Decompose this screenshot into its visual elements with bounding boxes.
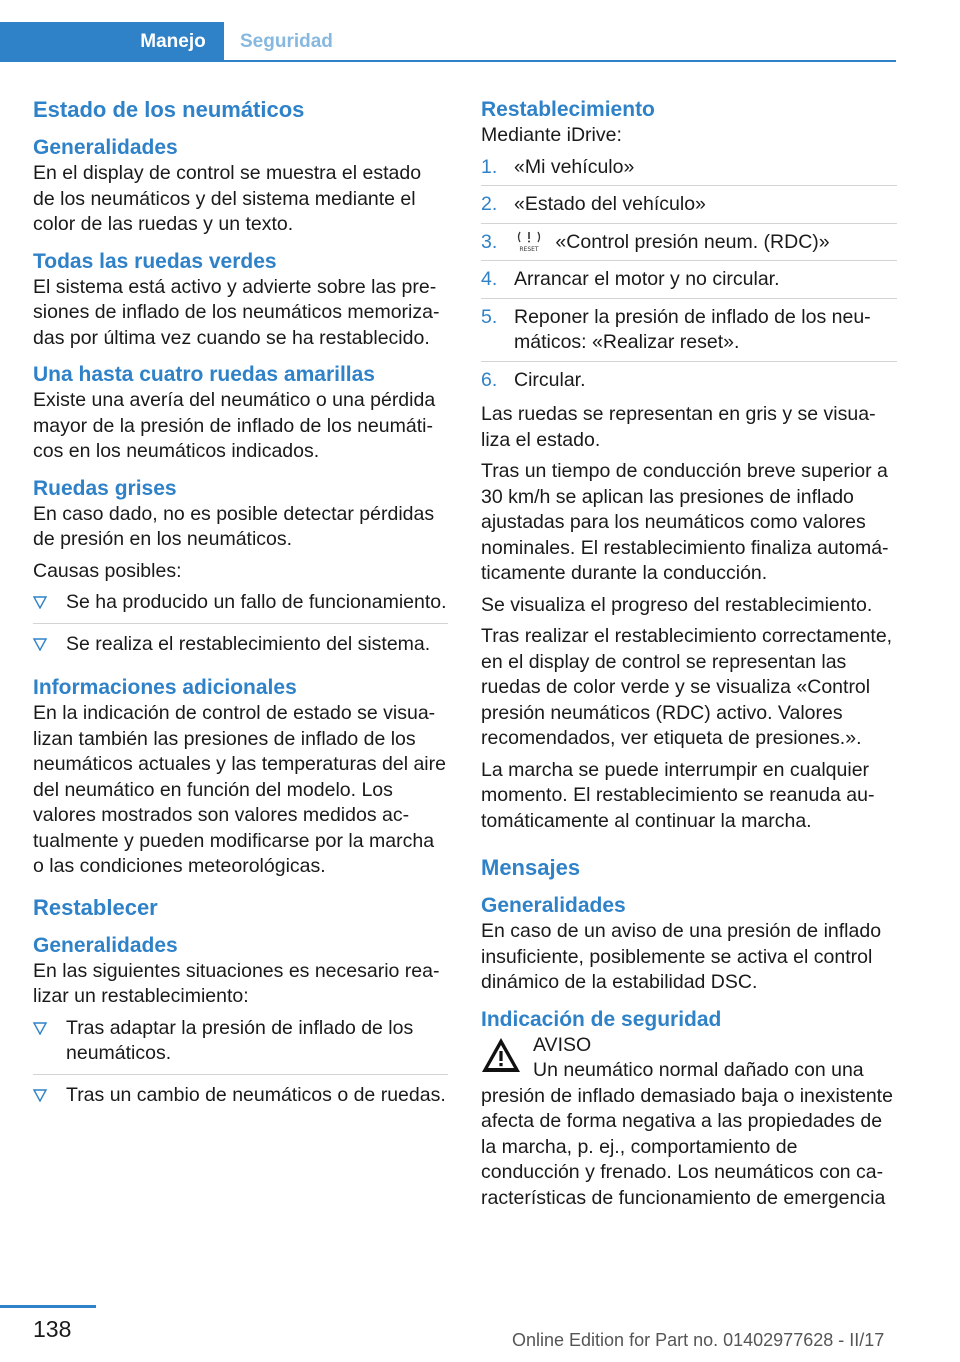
list-item bbox=[481, 230, 897, 262]
heading-ruedas-grises: Ruedas grises bbox=[33, 476, 177, 500]
paragraph-ruedas-amarillas: Existe una avería del neumático o una pérdida mayor de la presión de inflado de los neumáticos en los neumáticos indicados. bbox=[33, 389, 436, 462]
paragraph-generalidades: En el display de control se muestra el estado de los neumáticos y del sistema mediante el color de las ruedas y un texto. bbox=[33, 162, 422, 235]
tire-pressure-reset-icon bbox=[514, 230, 544, 252]
step-number: 3. bbox=[481, 230, 498, 253]
paragraph-tiempo: Tras un tiempo de conducción breve superior a 30 km/h se aplican las presiones de inflado ajustadas para los neumáticos como valores nominales. El restablecimiento finaliza automáticamente durante la conducción. bbox=[481, 460, 889, 584]
right-column bbox=[481, 96, 897, 1217]
restablecer-list bbox=[33, 1016, 448, 1116]
list-item bbox=[481, 305, 897, 362]
paragraph-gris: Las ruedas se representan en gris y se visualiza el estado. bbox=[481, 403, 876, 451]
step-text: «Mi vehículo» bbox=[514, 155, 635, 178]
warning-label: AVISO bbox=[533, 1033, 592, 1056]
edition-note: Online Edition for Part no. 01402977628 - II/17 bbox=[512, 1330, 885, 1350]
step-text: «Control presión neum. (RDC)» bbox=[555, 230, 830, 253]
list-item bbox=[33, 632, 448, 665]
page-header bbox=[0, 0, 960, 62]
bullet-triangle-icon bbox=[33, 1022, 47, 1035]
step-number: 4. bbox=[481, 268, 498, 290]
warning-text: presión de inflado demasiado baja o inexistente afecta de forma negativa a las propiedades de la marcha, p. ej., comportamiento de conducción y frenado. Los neumáticos con características de funcionamiento de emergencia bbox=[481, 1084, 893, 1209]
heading-ruedas-amarillas: Una hasta cuatro ruedas amarillas bbox=[33, 363, 375, 386]
section-title-mensajes: Mensajes bbox=[481, 855, 581, 880]
causes-list bbox=[33, 590, 448, 664]
list-item bbox=[481, 155, 897, 187]
warning-first-line: Un neumático normal dañado con una bbox=[533, 1059, 864, 1081]
bullet-triangle-icon bbox=[33, 638, 47, 651]
section-title-restablecer: Restablecer bbox=[33, 894, 158, 920]
causes-label: Causas posibles: bbox=[33, 559, 182, 582]
section-title-estado: Estado de los neumáticos bbox=[33, 97, 305, 122]
paragraph-correctamente: Tras realizar el restablecimiento correctamente, en el display de control se representan las ruedas de color verde y se visualiza «Control presión neumáticos (RDC) activo. Valores recomendados, ver etiqueta de presiones.». bbox=[481, 625, 893, 749]
step-text: «Estado del vehículo» bbox=[514, 193, 706, 215]
tab-manejo[interactable]: Manejo bbox=[122, 22, 224, 62]
list-item-text: Se realiza el restablecimiento del sistema. bbox=[66, 632, 431, 655]
page-number: 138 bbox=[33, 1316, 72, 1342]
paragraph-progreso: Se visualiza el progreso del restablecimiento. bbox=[481, 593, 873, 616]
steps-list bbox=[481, 155, 897, 399]
left-column bbox=[33, 96, 448, 1119]
step-number: 6. bbox=[481, 368, 498, 391]
heading-ruedas-verdes: Todas las ruedas verdes bbox=[33, 249, 277, 273]
paragraph-informaciones: En la indicación de control de estado se visualizan también las presiones de inflado de los neumáticos actuales y las temperaturas del aire del neumático en función del modelo. Los valores mostrados son valores medidos actualmente y pueden modificarse por la marcha o las condiciones meteorológicas. bbox=[33, 702, 446, 877]
paragraph-ruedas-verdes: El sistema está activo y advierte sobre las presiones de inflado de los neumáticos memorizadas por última vez cuando se ha restablecido. bbox=[33, 275, 440, 349]
tab-seguridad[interactable]: Seguridad bbox=[240, 31, 333, 52]
step-number: 5. bbox=[481, 305, 498, 328]
step-text: Reponer la presión de inflado de los neumáticos: «Realizar reset». bbox=[514, 305, 871, 353]
step-text: Circular. bbox=[514, 368, 586, 391]
list-item-text: Tras un cambio de neumáticos o de ruedas. bbox=[66, 1083, 446, 1106]
bullet-triangle-icon bbox=[33, 596, 47, 609]
heading-generalidades: Generalidades bbox=[33, 136, 178, 159]
bullet-triangle-icon bbox=[33, 1089, 47, 1102]
heading-indicacion-seguridad: Indicación de seguridad bbox=[481, 1007, 722, 1031]
heading-restablecimiento: Restablecimiento bbox=[481, 98, 655, 121]
warning-block bbox=[481, 1033, 897, 1084]
paragraph-mensajes: En caso de un aviso de una presión de inflado insuficiente, posiblemente se activa el control dinámico de la estabilidad DSC. bbox=[481, 920, 882, 993]
list-item bbox=[33, 1083, 448, 1116]
list-item bbox=[481, 267, 897, 299]
intro-idrive: Mediante iDrive: bbox=[481, 124, 622, 146]
paragraph-restablecer: En las siguientes situaciones es necesario realizar un restablecimiento: bbox=[33, 959, 440, 1007]
paragraph-marcha: La marcha se puede interrumpir en cualquier momento. El restablecimiento se reanuda automáticamente al continuar la marcha. bbox=[481, 758, 875, 832]
list-item-text: Tras adaptar la presión de inflado de los neumáticos. bbox=[66, 1016, 414, 1064]
list-item bbox=[481, 368, 897, 399]
list-item bbox=[33, 590, 448, 624]
list-item-text: Se ha producido un fallo de funcionamiento. bbox=[66, 591, 447, 613]
footer-rule bbox=[0, 1305, 96, 1308]
step-number: 1. bbox=[481, 155, 498, 178]
heading-generalidades-restablecer: Generalidades bbox=[33, 933, 178, 957]
warning-triangle-icon bbox=[481, 1037, 521, 1073]
list-item bbox=[33, 1016, 448, 1075]
heading-informaciones: Informaciones adicionales bbox=[33, 676, 297, 699]
heading-generalidades-mensajes: Generalidades bbox=[481, 894, 626, 917]
step-number: 2. bbox=[481, 193, 498, 215]
list-item bbox=[481, 192, 897, 224]
header-tab-block bbox=[0, 22, 122, 62]
paragraph-ruedas-grises: En caso dado, no es posible detectar pérdidas de presión en los neumáticos. bbox=[33, 502, 435, 550]
svg-text:RESET: RESET bbox=[519, 245, 539, 252]
step-text: Arrancar el motor y no circular. bbox=[514, 268, 780, 290]
